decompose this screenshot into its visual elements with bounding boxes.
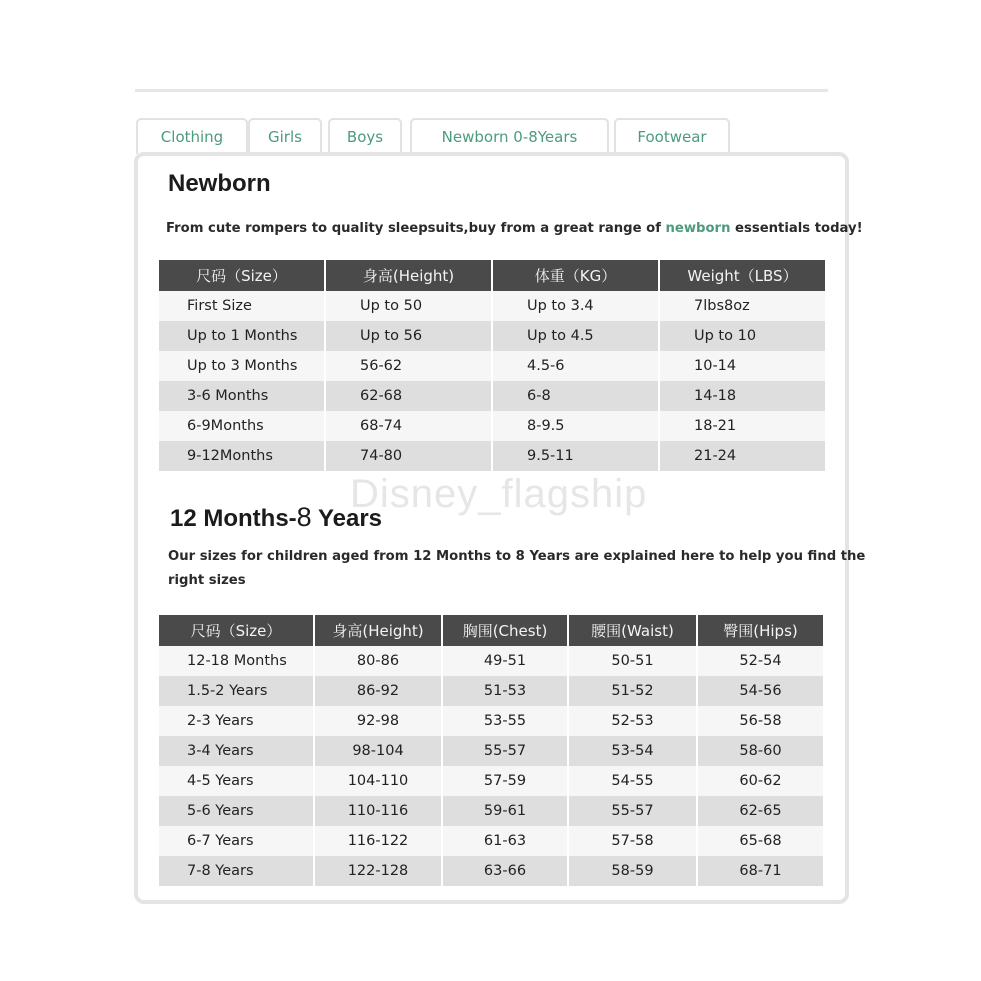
older-title-number: 8 — [296, 502, 312, 532]
cell-height: Up to 56 — [326, 321, 491, 351]
older-title-part: Years — [311, 505, 383, 532]
cell-height: 68-74 — [326, 411, 491, 441]
cell-kg: 9.5-11 — [493, 441, 658, 471]
table-row — [159, 766, 823, 796]
cell-height: 104-110 — [315, 766, 441, 796]
tab-girls[interactable]: Girls — [248, 118, 322, 154]
cell-size: 4-5 Years — [159, 766, 313, 796]
cell-height: 80-86 — [315, 646, 441, 676]
cell-height: 92-98 — [315, 706, 441, 736]
column-header: 身高(Height) — [315, 615, 441, 646]
column-header: 尺码（Size） — [159, 615, 313, 646]
cell-height: 98-104 — [315, 736, 441, 766]
newborn-title: Newborn — [168, 170, 271, 197]
cell-lbs: 7lbs8oz — [660, 291, 825, 321]
newborn-desc-text-end: essentials today! — [730, 221, 863, 236]
tab-clothing[interactable]: Clothing — [136, 118, 248, 154]
cell-height: 122-128 — [315, 856, 441, 886]
table-header-row — [159, 260, 825, 291]
cell-height: 74-80 — [326, 441, 491, 471]
cell-hips: 58-60 — [698, 736, 823, 766]
cell-height: 86-92 — [315, 676, 441, 706]
cell-chest: 61-63 — [443, 826, 567, 856]
cell-hips: 62-65 — [698, 796, 823, 826]
cell-size: First Size — [159, 291, 324, 321]
cell-chest: 49-51 — [443, 646, 567, 676]
cell-waist: 51-52 — [569, 676, 696, 706]
table-row — [159, 736, 823, 766]
top-divider — [135, 89, 828, 92]
cell-lbs: 18-21 — [660, 411, 825, 441]
tab-footwear[interactable]: Footwear — [614, 118, 730, 154]
cell-size: 6-9Months — [159, 411, 324, 441]
table-row — [159, 676, 823, 706]
cell-hips: 54-56 — [698, 676, 823, 706]
cell-hips: 68-71 — [698, 856, 823, 886]
cell-size: 12-18 Months — [159, 646, 313, 676]
older-title — [170, 502, 382, 533]
column-header: 臀围(Hips) — [698, 615, 823, 646]
table-row — [159, 381, 825, 411]
table-row — [159, 856, 823, 886]
column-header: 腰围(Waist) — [569, 615, 696, 646]
cell-hips: 60-62 — [698, 766, 823, 796]
cell-waist: 50-51 — [569, 646, 696, 676]
cell-kg: Up to 3.4 — [493, 291, 658, 321]
older-size-table — [157, 615, 825, 886]
table-header-row — [159, 615, 823, 646]
cell-waist: 57-58 — [569, 826, 696, 856]
cell-height: 116-122 — [315, 826, 441, 856]
cell-size: 6-7 Years — [159, 826, 313, 856]
cell-lbs: Up to 10 — [660, 321, 825, 351]
cell-size: 5-6 Years — [159, 796, 313, 826]
cell-waist: 53-54 — [569, 736, 696, 766]
cell-chest: 57-59 — [443, 766, 567, 796]
table-row — [159, 796, 823, 826]
cell-size: 7-8 Years — [159, 856, 313, 886]
table-row — [159, 826, 823, 856]
table-row — [159, 646, 823, 676]
newborn-desc-text: From cute rompers to quality sleepsuits,buy from a great range of — [166, 221, 666, 236]
cell-waist: 58-59 — [569, 856, 696, 886]
column-header: 胸围(Chest) — [443, 615, 567, 646]
cell-lbs: 21-24 — [660, 441, 825, 471]
column-header: 尺码（Size） — [159, 260, 324, 291]
older-desc-line: Our sizes for children aged from 12 Months to 8 Years are explained here to help you find the — [168, 549, 866, 564]
cell-waist: 52-53 — [569, 706, 696, 736]
cell-lbs: 10-14 — [660, 351, 825, 381]
cell-size: Up to 1 Months — [159, 321, 324, 351]
cell-hips: 52-54 — [698, 646, 823, 676]
cell-hips: 65-68 — [698, 826, 823, 856]
table-row — [159, 351, 825, 381]
table-row — [159, 441, 825, 471]
column-header: 体重（KG） — [493, 260, 658, 291]
cell-size: 3-6 Months — [159, 381, 324, 411]
tab-boys[interactable]: Boys — [328, 118, 402, 154]
cell-size: 9-12Months — [159, 441, 324, 471]
cell-hips: 56-58 — [698, 706, 823, 736]
cell-chest: 55-57 — [443, 736, 567, 766]
cell-size: 2-3 Years — [159, 706, 313, 736]
cell-waist: 55-57 — [569, 796, 696, 826]
cell-chest: 51-53 — [443, 676, 567, 706]
cell-waist: 54-55 — [569, 766, 696, 796]
table-row — [159, 411, 825, 441]
tab-newborn-0-8-years[interactable]: Newborn 0-8Years — [410, 118, 609, 154]
newborn-size-table — [157, 260, 827, 471]
newborn-link[interactable]: newborn — [665, 221, 731, 236]
table-row — [159, 706, 823, 736]
cell-height: Up to 50 — [326, 291, 491, 321]
table-row — [159, 321, 825, 351]
cell-chest: 59-61 — [443, 796, 567, 826]
cell-lbs: 14-18 — [660, 381, 825, 411]
table-row — [159, 291, 825, 321]
watermark: Disney_flagship — [350, 472, 648, 516]
cell-size: 3-4 Years — [159, 736, 313, 766]
cell-height: 62-68 — [326, 381, 491, 411]
cell-height: 110-116 — [315, 796, 441, 826]
cell-kg: 4.5-6 — [493, 351, 658, 381]
cell-size: Up to 3 Months — [159, 351, 324, 381]
older-description — [168, 545, 865, 593]
cell-height: 56-62 — [326, 351, 491, 381]
cell-size: 1.5-2 Years — [159, 676, 313, 706]
cell-kg: 6-8 — [493, 381, 658, 411]
column-header: 身高(Height) — [326, 260, 491, 291]
newborn-description — [166, 217, 863, 241]
cell-chest: 63-66 — [443, 856, 567, 886]
cell-kg: 8-9.5 — [493, 411, 658, 441]
column-header: Weight（LBS） — [660, 260, 825, 291]
older-title-part: 12 Months- — [170, 505, 297, 532]
cell-chest: 53-55 — [443, 706, 567, 736]
cell-kg: Up to 4.5 — [493, 321, 658, 351]
older-desc-line: right sizes — [168, 573, 246, 588]
